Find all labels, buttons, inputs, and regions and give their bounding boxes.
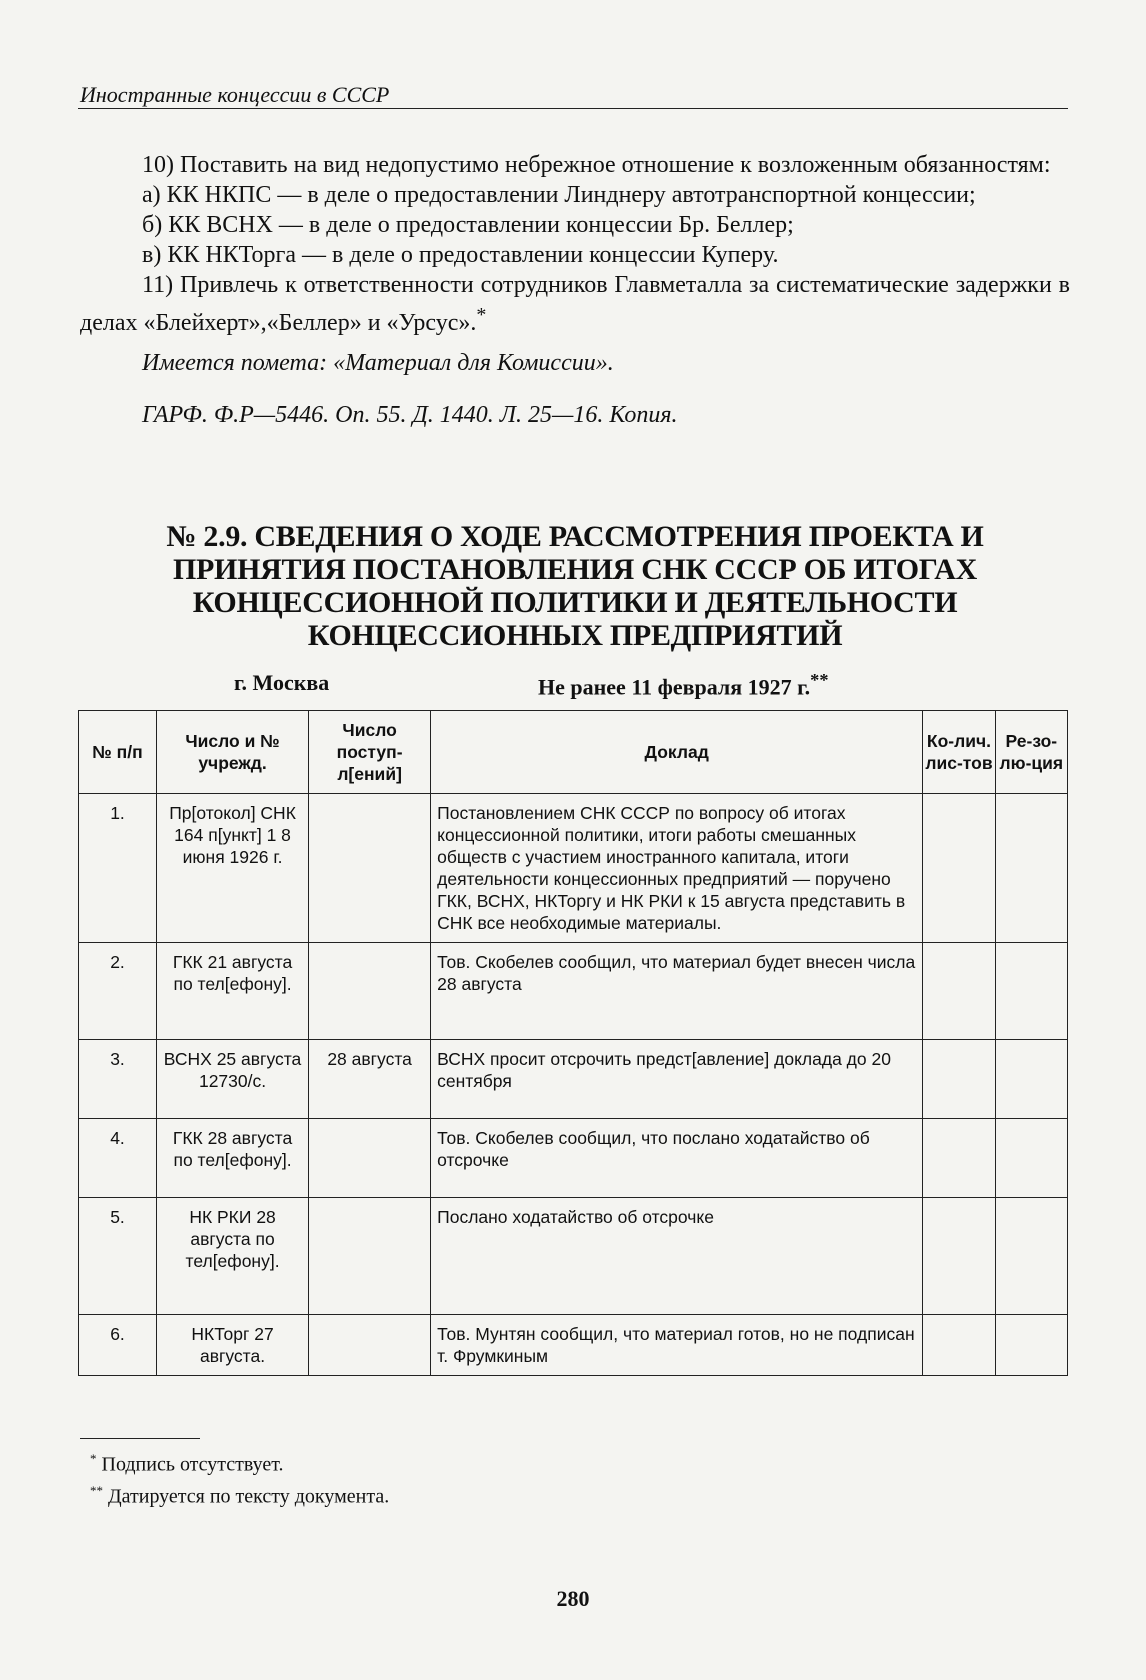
footnote-2-mark: ** xyxy=(90,1482,103,1498)
cell-report: ВСНХ просит отсрочить предст[авление] доклада до 20 сентября xyxy=(431,1040,923,1119)
cell-sheets xyxy=(923,1040,995,1119)
cell-resolution xyxy=(995,943,1067,1040)
item-10-a: а) КК НКПС — в деле о предоставлении Линднеру автотранспортной концессии; xyxy=(142,182,976,208)
document-date-text: Не ранее 11 февраля 1927 г. xyxy=(538,674,811,700)
annotation-note: Имеется помета: «Материал для Комиссии». xyxy=(142,350,614,376)
table-row xyxy=(79,1315,1068,1376)
header-num: № п/п xyxy=(79,711,157,794)
document-title: № 2.9. СВЕДЕНИЯ О ХОДЕ РАССМОТРЕНИЯ ПРОЕКТА И ПРИНЯТИЯ ПОСТАНОВЛЕНИЯ СНК СССР ОБ ИТОГАХ КОНЦЕССИОННОЙ ПОЛИТИКИ И ДЕЯТЕЛЬНОСТИ КОНЦЕССИОННЫХ ПРЕДПРИЯТИЙ xyxy=(166,520,984,652)
cell-num: 2. xyxy=(79,943,157,1040)
header-institution: Число и № учрежд. xyxy=(157,711,309,794)
cell-sheets xyxy=(923,1315,995,1376)
item-10-b: б) КК ВСНХ — в деле о предоставлении концессии Бр. Беллер; xyxy=(142,212,794,238)
document-date xyxy=(538,670,828,700)
header-resolution: Ре-зо-лю-ция xyxy=(995,711,1067,794)
item-10-c: в) КК НКТорга — в деле о предоставлении концессии Куперу. xyxy=(142,242,779,268)
cell-report: Тов. Скобелев сообщил, что послано ходатайство об отсрочке xyxy=(431,1119,923,1198)
footnote-2 xyxy=(90,1478,389,1510)
cell-institution: ГКК 28 августа по тел[ефону]. xyxy=(157,1119,309,1198)
footnote-1-text: Подпись отсутствует. xyxy=(101,1453,284,1476)
cell-num: 6. xyxy=(79,1315,157,1376)
cell-report: Постановлением СНК СССР по вопросу об итогах концессионной политики, итоги работы смешанных обществ с участием иностранного капитала, итоги деятельности концессионных предприятий — поручено ГКК, ВСНХ, НКТоргу и НК РКИ к 15 августа представить в СНК все необходимые материалы. xyxy=(431,794,923,943)
cell-report: Тов. Мунтян сообщил, что материал готов, но не подписан т. Фрумкиным xyxy=(431,1315,923,1376)
cell-institution: НК РКИ 28 августа по тел[ефону]. xyxy=(157,1198,309,1315)
cell-num: 4. xyxy=(79,1119,157,1198)
footnote-ref-2: ** xyxy=(810,670,829,690)
preceding-document-text xyxy=(80,150,1070,430)
footnote-1-mark: * xyxy=(90,1451,97,1466)
cell-sheets xyxy=(923,794,995,943)
item-10: 10) Поставить на вид недопустимо небрежное отношение к возложенным обязанностям: xyxy=(142,152,1051,178)
footnote-rule xyxy=(80,1438,200,1439)
footnote-2-text: Датируется по тексту документа. xyxy=(108,1485,390,1508)
cell-institution: ГКК 21 августа по тел[ефону]. xyxy=(157,943,309,1040)
header-sheets: Ко-лич. лис-тов xyxy=(923,711,995,794)
header-report: Доклад xyxy=(431,711,923,794)
cell-received xyxy=(309,1119,431,1198)
cell-institution: ВСНХ 25 августа 12730/с. xyxy=(157,1040,309,1119)
cell-received xyxy=(309,943,431,1040)
cell-institution: Пр[отокол] СНК 164 п[ункт] 1 8 июня 1926 г. xyxy=(157,794,309,943)
cell-resolution xyxy=(995,1040,1067,1119)
cell-received xyxy=(309,1198,431,1315)
cell-institution: НКТорг 27 августа. xyxy=(157,1315,309,1376)
cell-resolution xyxy=(995,1119,1067,1198)
cell-resolution xyxy=(995,1198,1067,1315)
cell-received xyxy=(309,1315,431,1376)
table-row xyxy=(79,1119,1068,1198)
cell-num: 3. xyxy=(79,1040,157,1119)
page-number: 280 xyxy=(556,1586,590,1611)
cell-resolution xyxy=(995,794,1067,943)
register-table xyxy=(78,710,1068,1376)
footnote-ref-1: * xyxy=(476,304,487,326)
footnote-1 xyxy=(90,1446,389,1478)
cell-received: 28 августа xyxy=(309,1040,431,1119)
item-11-text: 11) Привлечь к ответственности сотрудников Главметалла за систематические задержки в делах «Блейхерт»,«Беллер» и «Урсус». xyxy=(80,272,1070,336)
running-title: Иностранные концессии в СССР xyxy=(80,82,390,107)
item-11 xyxy=(80,270,1070,338)
table-row xyxy=(79,1198,1068,1315)
archive-reference: ГАРФ. Ф.Р—5446. Оп. 55. Д. 1440. Л. 25—16. Копия. xyxy=(142,402,678,428)
cell-received xyxy=(309,794,431,943)
cell-resolution xyxy=(995,1315,1067,1376)
cell-sheets xyxy=(923,943,995,1040)
cell-sheets xyxy=(923,1198,995,1315)
cell-report: Тов. Скобелев сообщил, что материал будет внесен числа 28 августа xyxy=(431,943,923,1040)
table-header-row xyxy=(79,711,1068,794)
document-place: г. Москва xyxy=(234,670,330,695)
cell-sheets xyxy=(923,1119,995,1198)
header-received: Число поступ-л[ений] xyxy=(309,711,431,794)
cell-num: 5. xyxy=(79,1198,157,1315)
header-rule xyxy=(78,108,1068,109)
footnotes xyxy=(90,1446,389,1509)
table-row xyxy=(79,943,1068,1040)
table-row xyxy=(79,794,1068,943)
cell-report: Послано ходатайство об отсрочке xyxy=(431,1198,923,1315)
table-row xyxy=(79,1040,1068,1119)
cell-num: 1. xyxy=(79,794,157,943)
